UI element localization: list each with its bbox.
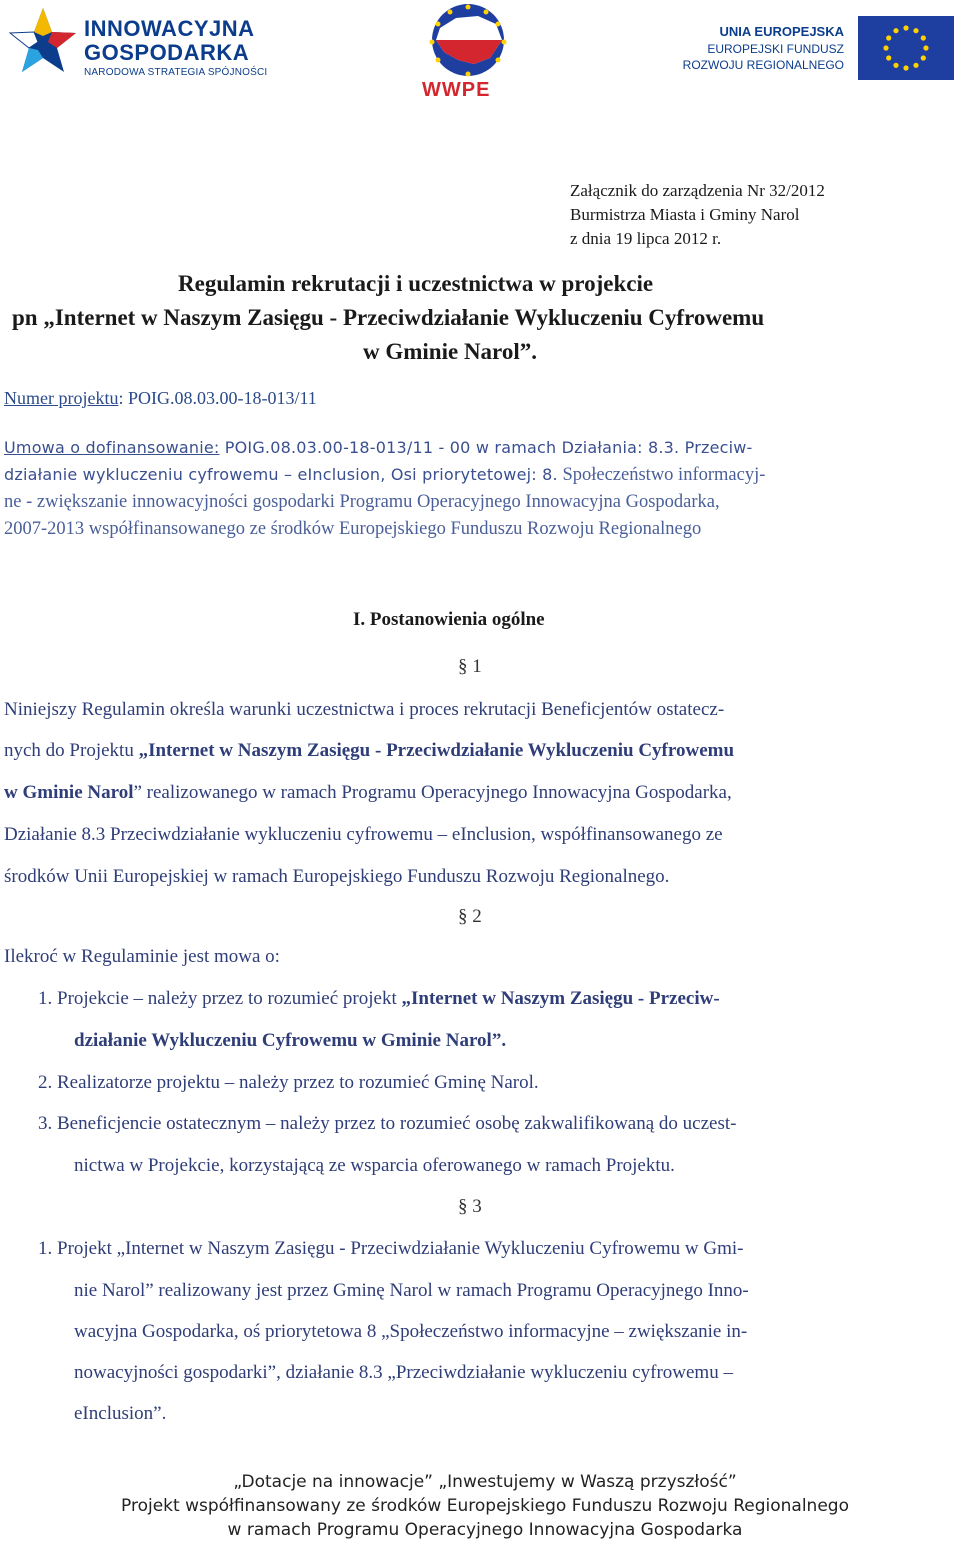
ig-logo-line2: GOSPODARKA	[84, 40, 250, 65]
par3-line-3: wacyjna Gospodarka, oś priorytetowa 8 „Społeczeństwo informacyjne – zwiększanie in-	[74, 1321, 748, 1342]
par1-line-2: nych do Projektu „Internet w Naszym Zasięgu - Przeciwdziałanie Wykluczeniu Cyfrowemu	[4, 740, 735, 761]
eu-flag-icon	[858, 16, 954, 80]
par3-line-4: nowacyjności gospodarki”, działanie 8.3 „Przeciwdziałanie wykluczeniu cyfrowemu –	[74, 1362, 733, 1383]
footer-line-3: w ramach Programu Operacyjnego Innowacyjna Gospodarka	[227, 1520, 743, 1540]
project-number-value: : POIG.08.03.00-18-013/11	[118, 388, 317, 408]
par2-item-1-cont: działanie Wykluczeniu Cyfrowemu w Gminie Narol”.	[74, 1030, 507, 1051]
annex-line-3: z dnia 19 lipca 2012 r.	[570, 229, 722, 248]
title-line-2: pn „Internet w Naszym Zasięgu - Przeciwdziałanie Wykluczeniu Cyfrowemu	[12, 305, 765, 330]
par1-line-5: środków Unii Europejskiej w ramach Europejskiego Funduszu Rozwoju Regionalnego.	[4, 866, 670, 887]
paragraph-3-sign: § 3	[458, 1196, 482, 1217]
title-line-1: Regulamin rekrutacji i uczestnictwa w projekcie	[178, 271, 654, 296]
par1-line-1: Niniejszy Regulamin określa warunki uczestnictwa i proces rekrutacji Beneficjentów ostatecz-	[4, 699, 725, 720]
footer-line-1: „Dotacje na innowacje” „Inwestujemy w Waszą przyszłość”	[233, 1472, 737, 1492]
ig-logo-line1: INNOWACYJNA	[84, 16, 255, 41]
project-number-label: Numer projektu	[4, 388, 119, 408]
par2-intro: Ilekroć w Regulaminie jest mowa o:	[4, 946, 280, 967]
annex-line-2: Burmistrza Miasta i Gminy Narol	[570, 205, 800, 224]
innowacyjna-gospodarka-logo	[8, 4, 268, 82]
eu-logo-line1: UNIA EUROPEJSKA	[719, 24, 844, 39]
par3-line-1: 1. Projekt „Internet w Naszym Zasięgu - Przeciwdziałanie Wykluczeniu Cyfrowemu w Gmi-	[38, 1238, 744, 1259]
wwpe-logo-text: WWPE	[422, 79, 491, 101]
project-number	[4, 388, 317, 409]
ig-star-icon	[8, 6, 78, 82]
agreement-label: Umowa o dofinansowanie:	[4, 438, 220, 457]
par2-item-3-cont: nictwa w Projekcie, korzystającą ze wsparcia oferowanego w ramach Projektu.	[74, 1155, 675, 1176]
par3-line-2: nie Narol” realizowany jest przez Gminę Narol w ramach Programu Operacyjnego Inno-	[74, 1280, 749, 1301]
par2-item-3: 3. Beneficjencie ostatecznym – należy przez to rozumieć osobę zakwalifikowaną do uczest-	[38, 1113, 737, 1134]
agreement-line-4: 2007-2013 współfinansowanego ze środków Europejskiego Funduszu Rozwoju Regionalnego	[4, 519, 702, 539]
paragraph-1-sign: § 1	[458, 656, 482, 677]
ig-logo-line3: NARODOWA STRATEGIA SPÓJNOŚCI	[84, 67, 268, 78]
par1-line-4: Działanie 8.3 Przeciwdziałanie wykluczeniu cyfrowemu – eInclusion, współfinansowanego ze	[4, 824, 723, 845]
wwpe-logo	[410, 0, 525, 100]
section-heading: I. Postanowienia ogólne	[353, 609, 545, 630]
eu-logo-line3: ROZWOJU REGIONALNEGO	[682, 58, 844, 72]
annex-line-1: Załącznik do zarządzenia Nr 32/2012	[570, 181, 825, 200]
agreement-line-2: działanie wykluczeniu cyfrowemu – eInclusion, Osi priorytetowej: 8. Społeczeństwo informacyj-	[4, 465, 766, 485]
paragraph-2-sign: § 2	[458, 906, 482, 927]
agreement-line-3: ne - zwiększanie innowacyjności gospodarki Programu Operacyjnego Innowacyjna Gospodarka,	[4, 492, 720, 512]
agreement-line-1: Umowa o dofinansowanie: POIG.08.03.00-18-013/11 - 00 w ramach Działania: 8.3. Przeciw-	[4, 438, 753, 457]
par2-item-1: 1. Projekcie – należy przez to rozumieć projekt „Internet w Naszym Zasięgu - Przeciw-	[38, 988, 720, 1009]
title-line-3: w Gminie Narol”.	[363, 339, 537, 364]
poland-map-icon	[418, 2, 518, 78]
eu-logo-line2: EUROPEJSKI FUNDUSZ	[707, 42, 844, 56]
par3-line-5: eInclusion”.	[74, 1403, 167, 1424]
par1-line-3: w Gminie Narol” realizowanego w ramach Programu Operacyjnego Innowacyjna Gospodarka,	[4, 782, 732, 803]
par2-item-2: 2. Realizatorze projektu – należy przez to rozumieć Gminę Narol.	[38, 1072, 539, 1093]
eu-logo	[682, 10, 954, 80]
footer-line-2: Projekt współfinansowany ze środków Europejskiego Funduszu Rozwoju Regionalnego	[121, 1496, 849, 1516]
